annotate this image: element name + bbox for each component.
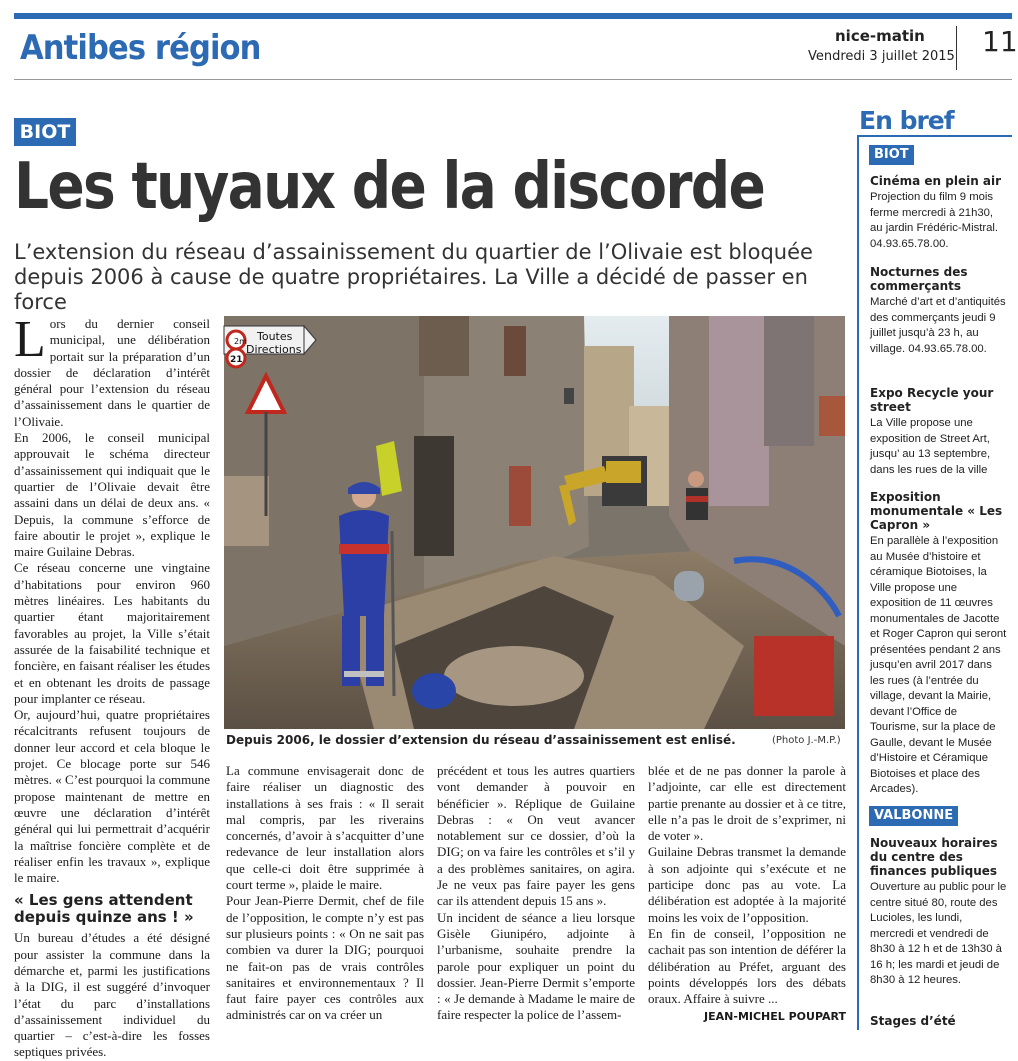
headline: Les tuyaux de la discorde: [14, 150, 765, 224]
header-rule: [14, 79, 1012, 80]
article-column-1: [14, 311, 210, 1061]
brief-body: En parallèle à l’exposition au Musée d’histoire et céramique Biotoises, la Ville propose une exposition de 11 œuvres monumentales de Jacotte et Roger Capron qui seront présentées pendant 2 ans jusqu’en avril 2017 dans les rues (à l’entrée du village, devant la Mairie, devant l’Office de Tourisme, sur la place de Gaulle, devant le Musée d’Histoire et Céramique Biotoises et place des Arcades).: [870, 535, 1007, 795]
brief-title: Nouveaux horaires du centre des finances publiques: [870, 836, 998, 878]
brief-title: Stages d’été: [870, 1014, 956, 1028]
byline: JEAN-MICHEL POUPART: [704, 1010, 846, 1024]
brief-body: Marché d’art et d’antiquités des commerçants jeudi 9 juillet jusqu’à 23 h, au village. 04.93.65.78.00.: [870, 296, 1006, 355]
photo-caption: Depuis 2006, le dossier d’extension du réseau d’assainissement est enlisé.: [226, 733, 736, 747]
location-tag: BIOT: [14, 118, 76, 146]
masthead-divider: [956, 26, 957, 70]
publication-date: Vendredi 3 juillet 2015: [808, 49, 955, 64]
sidebar-tag-biot: BIOT: [869, 145, 914, 165]
page-number: 11: [982, 25, 1018, 58]
article-column-4: [648, 763, 846, 1026]
sidebar-title: En bref: [859, 106, 954, 135]
paragraph: Guilaine Debras transmet la demande à son adjointe qui s’exécute et ne participe donc pas au vote. La délibération est adoptée à la majorité moins les voix de l’opposition.: [648, 844, 846, 925]
paragraph-text: ors du dernier conseil municipal, une délibération portait sur la préparation d’un dossier de déclaration d’intérêt général pour l’extension du réseau d’assainissement dans le quartier de l’Olivaie.: [14, 316, 210, 429]
article-subhead: « Les gens attendent depuis quinze ans ! »: [14, 891, 194, 927]
section-title: Antibes région: [20, 28, 261, 68]
paragraph: [14, 311, 210, 430]
brief-item: [870, 836, 1008, 989]
street-works-photo: [224, 316, 845, 729]
drop-cap: L: [14, 311, 46, 368]
sidebar-tag-valbonne: VALBONNE: [869, 806, 958, 826]
paragraph: En fin de conseil, l’opposition ne cachait pas son intention de déférer la délibération au Préfet, arguant des points développés lors des débats oraux. Affaire à suivre ...: [648, 925, 846, 1007]
paragraph: En 2006, le conseil municipal approuvait le schéma directeur d’assainissement qui indiquait que le quartier de l’Olivaie devait être assaini dans un délai de deux ans. « Depuis, la commune s’efforce de faire aboutir le projet », explique le maire Guilaine Debras.: [14, 430, 210, 560]
paragraph: blée et de ne pas donner la parole à l’adjointe, car elle est directement partie prenante au dossier et à ce titre, elle n’a pas le droit de s’exprimer, ni de voter ».: [648, 763, 846, 844]
standfirst: L’extension du réseau d’assainissement du quartier de l’Olivaie est bloquée depuis 2006 à cause de quatre propriétaires. La Ville a décidé de passer en force: [14, 240, 813, 314]
brief-item: [870, 490, 1008, 798]
photo-credit: (Photo J.-M.P.): [772, 735, 841, 746]
paragraph: Un bureau d’études a été désigné pour assister la commune dans la démarche et, parmi les justifications à la DIG, il est suggéré d’invoquer l’état du parc d’installations d’assainissement individuel du quartier – c’est-à-dire les fosses septiques privées.: [14, 930, 210, 1060]
paragraph: Pour Jean-Pierre Dermit, chef de file de l’opposition, le compte n’y est pas sur plusieurs points : « On ne sait pas combien va durer la DIG; pourquoi ne fait-on pas de vrais contrôles sanitaires et environnementaux ? Il faut faire payer ces contrôles aux administrés car on va créer un: [226, 893, 424, 1023]
article-column-3: [437, 763, 635, 1024]
sign-number-1: 2m: [234, 337, 247, 346]
brief-item: [870, 174, 1008, 252]
newspaper-name: nice-matin: [835, 27, 925, 45]
top-color-bar: [14, 13, 1012, 19]
brief-title: Nocturnes des commerçants: [870, 265, 968, 293]
brief-title: Exposition monumentale « Les Capron »: [870, 490, 1003, 532]
brief-body: Ouverture au public pour le centre situé 80, route des Lucioles, les lundi, mercredi et vendredi de 8h30 à 12 h et de 13h30 à 16 h; les mardi et jeudi de 8h30 à 12 heures.: [870, 881, 1007, 986]
sign-number-2: 21: [230, 355, 243, 365]
paragraph: Un incident de séance a lieu lorsque Gisèle Giunipéro, adjointe à l’urbanisme, souhaite prendre la parole pour expliquer un point du dossier. Jean-Pierre Dermit s’emporte : « Je demande à Madame le maire de faire respecter la police de l’assem-: [437, 909, 635, 1023]
brief-item: [870, 1014, 1008, 1030]
paragraph: précédent et tous les autres quartiers vont demander à pouvoir en bénéficier ». Réplique de Guilaine Debras : « On veut avancer notablement sur ce dossier, d’où la DIG; on va faire les contrôles et s’il y a des problèmes sanitaires, on agira. Je ne veux pas faire payer les gens car ils attendent depuis 15 ans ».: [437, 763, 635, 909]
brief-item: [870, 386, 1008, 478]
sign-text-1: Toutes: [257, 330, 293, 343]
sign-text-2: Directions: [246, 343, 302, 356]
paragraph: Or, aujourd’hui, quatre propriétaires récalcitrants refusent toujours de donner leur accord et cela bloque le projet. Ce blocage porte sur 546 mètres. « C’est pourquoi la commune propose maintenant de mettre en œuvre une déclaration d’intérêt général qui lui permettrait d’acquérir la maîtrise foncière complète et de réaliser enfin les travaux », explique le maire.: [14, 707, 210, 886]
article-column-2: [226, 763, 424, 1024]
brief-title: Expo Recycle your street: [870, 386, 994, 414]
brief-item: [870, 265, 1008, 357]
brief-body: Projection du film 9 mois ferme mercredi à 21h30, au jardin Frédéric-Mistral. 04.93.65.78.00.: [870, 191, 999, 250]
brief-body: La Ville propose une exposition de Street Art, jusqu’ au 13 septembre, dans les rues de la ville: [870, 417, 991, 476]
paragraph: Ce réseau concerne une vingtaine d’habitations pour environ 960 mètres linéaires. Les habitants du quartier étant majoritairement favorables au projet, la Ville s’était assurée de la faisabilité technique et foncière, en faisant réaliser les études et en obtenant les droits de passage pour implanter ce réseau.: [14, 560, 210, 706]
article-photo: [224, 316, 845, 729]
paragraph: La commune envisagerait donc de faire réaliser un diagnostic des installations à ses frais : « Il serait mal compris, par les riverains concernés, d’avoir à s’acquitter d’une redevance de leur installation alors que celle-ci doit être supprimée à court terme », plaide le maire.: [226, 763, 424, 893]
brief-title: Cinéma en plein air: [870, 174, 1002, 188]
